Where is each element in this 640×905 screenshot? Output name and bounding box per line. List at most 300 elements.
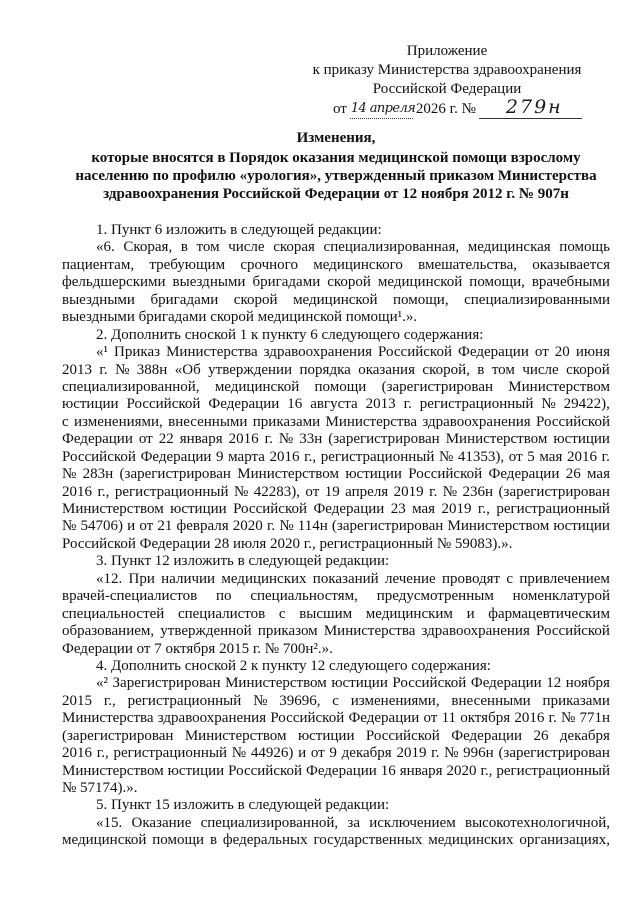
word: «15.: [96, 814, 123, 831]
word: требующим: [149, 256, 226, 273]
word: 26: [565, 466, 581, 483]
word: Министерством: [225, 675, 327, 692]
paragraph-item-3: [62, 553, 610, 570]
text-line: [62, 501, 610, 518]
word: 33н: [299, 431, 323, 448]
word: Министерством: [62, 501, 164, 517]
word: юстиции: [62, 396, 119, 413]
paragraph-item-5: [62, 797, 610, 814]
text-line: [62, 571, 610, 588]
word: организациях,: [519, 832, 610, 849]
word: 9: [216, 448, 224, 465]
word: 23: [390, 501, 406, 517]
word: привлечением: [519, 570, 610, 587]
word: фармацевтическим: [488, 605, 610, 622]
text-line: [62, 675, 610, 692]
word: 26: [533, 727, 549, 744]
word: «12.: [96, 570, 123, 587]
word: 16: [380, 762, 396, 779]
year-text: 2026 г. №: [415, 101, 476, 117]
word: 20: [554, 344, 570, 361]
text-line: Федерации от 7 октября 2015 г. № 700н².».: [62, 640, 333, 657]
word: Министерства: [325, 413, 418, 430]
word: скорая: [273, 239, 315, 256]
word: апреля: [345, 483, 389, 500]
word: от: [138, 431, 153, 448]
word: 2015: [62, 692, 92, 709]
word: 2016: [566, 448, 597, 465]
appendix-block: [299, 42, 595, 99]
word: 5: [527, 448, 535, 465]
word: специальностям,: [250, 588, 358, 605]
word: от: [310, 745, 325, 762]
text-line: 5. Пункт 15 изложить в следующей редакции:: [96, 797, 390, 814]
text-line: [62, 693, 610, 710]
word: 2020: [446, 762, 477, 779]
order-number-field: [479, 96, 582, 119]
word: медицинская: [467, 239, 551, 256]
word: юстиции: [331, 675, 388, 692]
text-line: [62, 239, 610, 256]
word: юстиции: [345, 466, 402, 483]
word: мая: [587, 466, 610, 483]
word: 996н: [463, 745, 494, 762]
word: Скорая,: [123, 239, 173, 256]
word: №: [233, 483, 249, 500]
word: №: [560, 710, 576, 727]
word: Российской: [536, 413, 610, 430]
word: декабря: [341, 745, 392, 762]
word: специализированной,: [200, 814, 339, 831]
word: февраля: [176, 518, 229, 535]
word: Министерством: [184, 727, 287, 744]
word: №: [62, 518, 77, 535]
word: помощи: [314, 378, 367, 395]
word: Федерации: [458, 344, 529, 361]
text-line: 4. Дополнить сноской 2 к пункту 12 следующего содержания:: [96, 657, 491, 674]
document-title: [32, 128, 640, 203]
word: 2013: [365, 396, 396, 413]
word: внесенными: [451, 692, 531, 709]
text-line: выездными бригадами скорой медицинской помощи¹.».: [62, 309, 418, 326]
word: специализированной,: [62, 378, 200, 395]
word: 2019: [396, 745, 427, 762]
paragraph-item-4: [62, 658, 610, 675]
word: врачебными: [531, 274, 610, 291]
word: Федерации: [140, 448, 212, 465]
word: государственных: [313, 832, 423, 849]
word: г.: [431, 745, 440, 762]
word: 39696,: [279, 692, 321, 709]
word: 236н: [462, 483, 494, 500]
word: высокотехнологичной,: [464, 814, 610, 831]
title-line: которые вносятся в Порядок оказания медицинской помощи взрослому: [91, 150, 581, 166]
text-line: № 57174).».: [62, 780, 138, 796]
word: предусмотренным: [376, 588, 494, 605]
word: Министерством: [237, 466, 339, 483]
text-line: [62, 745, 610, 762]
word: наличии: [161, 570, 216, 587]
word: г.: [429, 483, 438, 500]
word: и: [127, 518, 136, 535]
text-line: [62, 623, 610, 640]
text-line: [62, 484, 610, 501]
text-line: [62, 257, 610, 274]
word: 42283),: [253, 483, 300, 500]
word: медицинским: [365, 605, 453, 622]
word: от: [534, 344, 549, 361]
text-line: [62, 431, 610, 448]
word: г.,: [477, 501, 490, 517]
word: Министерством: [445, 431, 548, 448]
word: г.: [99, 361, 108, 378]
word: Приказ: [114, 344, 161, 361]
text-line: [62, 763, 610, 780]
word: изменениями,: [350, 692, 440, 709]
word: здравоохранения: [157, 710, 267, 727]
paragraph-item-1: [62, 222, 610, 239]
word: оказывается: [532, 256, 610, 273]
word: регистрационный: [419, 396, 534, 413]
appendix-country-line: Российской Федерации: [372, 81, 522, 97]
word: №: [253, 692, 268, 709]
word: «Об: [174, 361, 201, 378]
title-line: здравоохранения Российской Федерации от 12 ноября 2012 г. № 907н: [103, 186, 569, 202]
word: №: [62, 466, 77, 483]
word: октября: [460, 710, 511, 727]
word: (зарегистрирован: [62, 727, 174, 744]
word: Министерством: [447, 518, 550, 535]
word: скорой: [327, 274, 371, 291]
text-line: [62, 274, 610, 291]
word: с: [506, 570, 514, 587]
paragraph-quote-15: [62, 815, 610, 850]
word: (зарегистрирован: [498, 483, 610, 500]
word: скорой: [566, 361, 610, 378]
word: высшим: [299, 605, 353, 622]
word: регистрационный: [127, 692, 242, 709]
word: юстиции: [170, 501, 227, 517]
word: с: [278, 605, 286, 622]
word: Федерации: [348, 710, 420, 727]
word: приказами: [252, 413, 321, 430]
word: (зарегистрирован: [331, 518, 444, 535]
word: медицинского: [313, 256, 403, 273]
word: «¹: [96, 344, 108, 361]
word: числе: [522, 361, 559, 378]
word: 16: [287, 396, 303, 413]
word: том: [196, 239, 220, 256]
word: Российской: [536, 623, 610, 640]
word: №: [442, 483, 458, 500]
order-date-line: [333, 98, 582, 119]
word: г.,: [96, 745, 109, 762]
word: и: [466, 605, 475, 622]
word: Российской: [270, 710, 345, 727]
word: по: [215, 588, 232, 605]
word: здравоохранения: [263, 344, 373, 361]
word: регистрационный: [114, 483, 229, 500]
word: г.: [266, 518, 276, 535]
text-line: [62, 518, 610, 535]
word: выездными: [62, 291, 135, 308]
word: 2019: [441, 501, 472, 517]
word: При: [128, 570, 155, 587]
text-line: [62, 728, 610, 745]
appendix-label: Приложение: [406, 43, 488, 59]
word: с: [332, 692, 339, 709]
word: г.,: [304, 448, 317, 465]
paragraph-footnote-2: [62, 675, 610, 797]
word: ноября: [565, 675, 610, 692]
word: 22: [158, 431, 174, 448]
word: в: [477, 361, 485, 378]
word: здравоохранения: [422, 413, 531, 430]
word: в: [209, 832, 218, 849]
word: (зарегистрирован: [119, 466, 231, 483]
text-line: [62, 396, 610, 413]
word: том: [491, 361, 515, 378]
word: с: [62, 413, 69, 430]
word: лечение: [384, 570, 436, 587]
word: №: [278, 431, 294, 448]
date-field: [350, 99, 416, 119]
text-line: [62, 414, 610, 431]
title-heading: Изменения,: [296, 130, 376, 146]
word: Российской: [365, 727, 440, 744]
word: 2020: [232, 518, 263, 535]
word: августа: [310, 396, 358, 413]
word: 29422),: [563, 396, 610, 413]
word: мая: [412, 501, 436, 517]
word: 388н: [136, 361, 168, 378]
word: Российской: [233, 501, 308, 517]
word: от: [508, 448, 523, 465]
word: помощь: [559, 239, 610, 256]
word: 9: [329, 745, 337, 762]
word: июня: [575, 344, 610, 361]
word: Российской: [392, 675, 467, 692]
word: Министерства: [62, 710, 154, 727]
word: Федерации: [208, 396, 280, 413]
word: Министерством: [62, 762, 164, 779]
word: Министерства: [166, 344, 258, 361]
word: медицинской: [214, 378, 300, 395]
word: в: [180, 239, 188, 256]
word: 12: [546, 675, 562, 692]
word: специальностей: [62, 605, 165, 622]
word: помощи,: [393, 291, 449, 308]
word: юстиции: [167, 762, 225, 779]
handwritten-order-number: 279н: [505, 96, 563, 118]
word: юстиции: [553, 518, 610, 535]
word: Федерации: [305, 762, 377, 779]
word: 2016: [269, 448, 300, 465]
word: регистрационный: [320, 448, 435, 465]
word: внесенными: [168, 413, 248, 430]
word: Федерации: [470, 675, 542, 692]
word: специализированными: [464, 291, 610, 308]
word: (зарегистрирован: [381, 378, 494, 395]
paragraph-item-2: [62, 327, 610, 344]
word: врачей-специалистов: [62, 588, 198, 605]
word: 2016: [62, 745, 92, 762]
title-line: населению по профилю «урология», утвержденный приказом Министерства: [75, 168, 597, 184]
text-line: [62, 379, 610, 396]
word: 2019: [393, 483, 424, 500]
text-line: [62, 815, 610, 832]
word: №: [231, 745, 247, 762]
date-prefix: от: [333, 101, 347, 117]
word: здравоохранения: [421, 623, 530, 640]
text-line: 2. Дополнить сноской 1 к пункту 6 следующего содержания:: [96, 326, 484, 343]
word: числе: [228, 239, 265, 256]
text-line: [62, 710, 610, 727]
word: г.,: [480, 762, 493, 779]
word: помощи,: [469, 274, 525, 291]
text-line: [62, 449, 610, 466]
text-line: [62, 344, 610, 361]
text-line: [62, 832, 610, 849]
word: срочного: [240, 256, 298, 273]
word: федеральных: [222, 832, 308, 849]
word: №: [444, 745, 459, 762]
word: порядка: [299, 361, 351, 378]
word: приказом: [257, 623, 318, 640]
word: Зарегистрирован: [112, 675, 221, 692]
word: специализированная,: [323, 239, 460, 256]
word: №: [541, 396, 556, 413]
word: г.: [403, 396, 412, 413]
word: Оказание: [131, 814, 192, 831]
word: бригадами: [252, 274, 321, 291]
word: 2016: [228, 431, 259, 448]
word: проводят: [441, 570, 501, 587]
word: выездными: [172, 274, 246, 291]
appendix-order-line: к приказу Министерства здравоохранения: [312, 62, 582, 78]
word: января: [179, 431, 223, 448]
word: медицинских: [221, 570, 307, 587]
word: медицинской: [62, 832, 147, 849]
handwritten-date: 14 апреля: [350, 101, 416, 116]
word: бригадами: [150, 291, 219, 308]
word: Российской: [228, 762, 303, 779]
paragraph-footnote-1: [62, 344, 610, 553]
word: «²: [96, 675, 108, 692]
word: «6.: [96, 239, 115, 256]
word: Министерства: [323, 623, 416, 640]
word: Федерации: [313, 501, 385, 517]
text-line: 3. Пункт 12 изложить в следующей редакции:: [96, 553, 390, 570]
word: 2013: [62, 361, 92, 378]
word: мая: [539, 448, 563, 465]
word: 2016: [62, 483, 92, 500]
word: от: [305, 483, 320, 500]
word: Российской: [378, 344, 452, 361]
word: помощи: [152, 832, 205, 849]
word: 11: [441, 710, 457, 727]
word: изменениями,: [74, 413, 163, 430]
paragraph-quote-12: [62, 571, 610, 658]
word: медицинских: [428, 832, 514, 849]
word: юстиции: [553, 431, 610, 448]
word: вмешательства,: [418, 256, 517, 273]
document-body: [62, 222, 610, 850]
word: 54706): [80, 518, 123, 535]
word: от: [139, 518, 154, 535]
word: г.,: [97, 483, 110, 500]
word: 2016: [514, 710, 545, 727]
text-line: Российской Федерации 28 июля 2020 г., регистрационный № 59083).».: [62, 535, 513, 552]
word: декабря: [559, 727, 610, 744]
text-line: [62, 292, 610, 309]
word: приказами: [542, 692, 610, 709]
word: скорой,: [422, 361, 470, 378]
word: Федерации: [451, 727, 523, 744]
word: медицинской: [377, 274, 463, 291]
word: г.: [601, 448, 610, 465]
word: Министерством: [508, 378, 610, 395]
word: пациентам,: [62, 256, 135, 273]
word: утверждении: [208, 361, 293, 378]
word: и: [298, 745, 307, 762]
word: Российской: [408, 466, 483, 483]
word: 44926): [250, 745, 294, 762]
word: г.: [548, 710, 557, 727]
text-line: [62, 466, 610, 483]
word: (зарегистрирован: [498, 745, 610, 762]
paragraph-quote-6: [62, 239, 610, 326]
word: №: [438, 448, 454, 465]
word: №: [279, 518, 294, 535]
word: г.,: [103, 692, 116, 709]
word: 771н: [579, 710, 610, 727]
text-line: [62, 362, 610, 379]
word: специалистов: [177, 605, 266, 622]
word: регистрационный: [496, 501, 610, 517]
word: 283н: [82, 466, 114, 483]
text-line: [62, 588, 610, 605]
text-line: 1. Пункт 6 изложить в следующей редакции:: [96, 222, 382, 238]
word: исключением: [369, 814, 456, 831]
word: Российской: [126, 396, 201, 413]
word: оказания: [358, 361, 415, 378]
word: образованием,: [62, 623, 155, 640]
word: 41353),: [457, 448, 505, 465]
word: №: [115, 361, 130, 378]
word: за: [347, 814, 360, 831]
word: фельдшерскими: [62, 274, 166, 291]
word: 114н: [297, 518, 328, 535]
word: утвержденной: [160, 623, 252, 640]
word: регистрационный: [113, 745, 228, 762]
word: медицинской: [293, 291, 378, 308]
word: показаний: [312, 570, 379, 587]
word: Российской: [62, 448, 136, 465]
word: января: [399, 762, 443, 779]
word: скорой: [233, 291, 278, 308]
word: номенклатурой: [512, 588, 610, 605]
word: юстиции: [297, 727, 355, 744]
word: 19: [324, 483, 340, 500]
text-line: [62, 606, 610, 623]
word: марта: [228, 448, 265, 465]
word: от: [423, 710, 438, 727]
word: регистрационный: [496, 762, 610, 779]
word: г.: [264, 431, 273, 448]
word: 21: [157, 518, 173, 535]
word: (зарегистрирован: [328, 431, 440, 448]
